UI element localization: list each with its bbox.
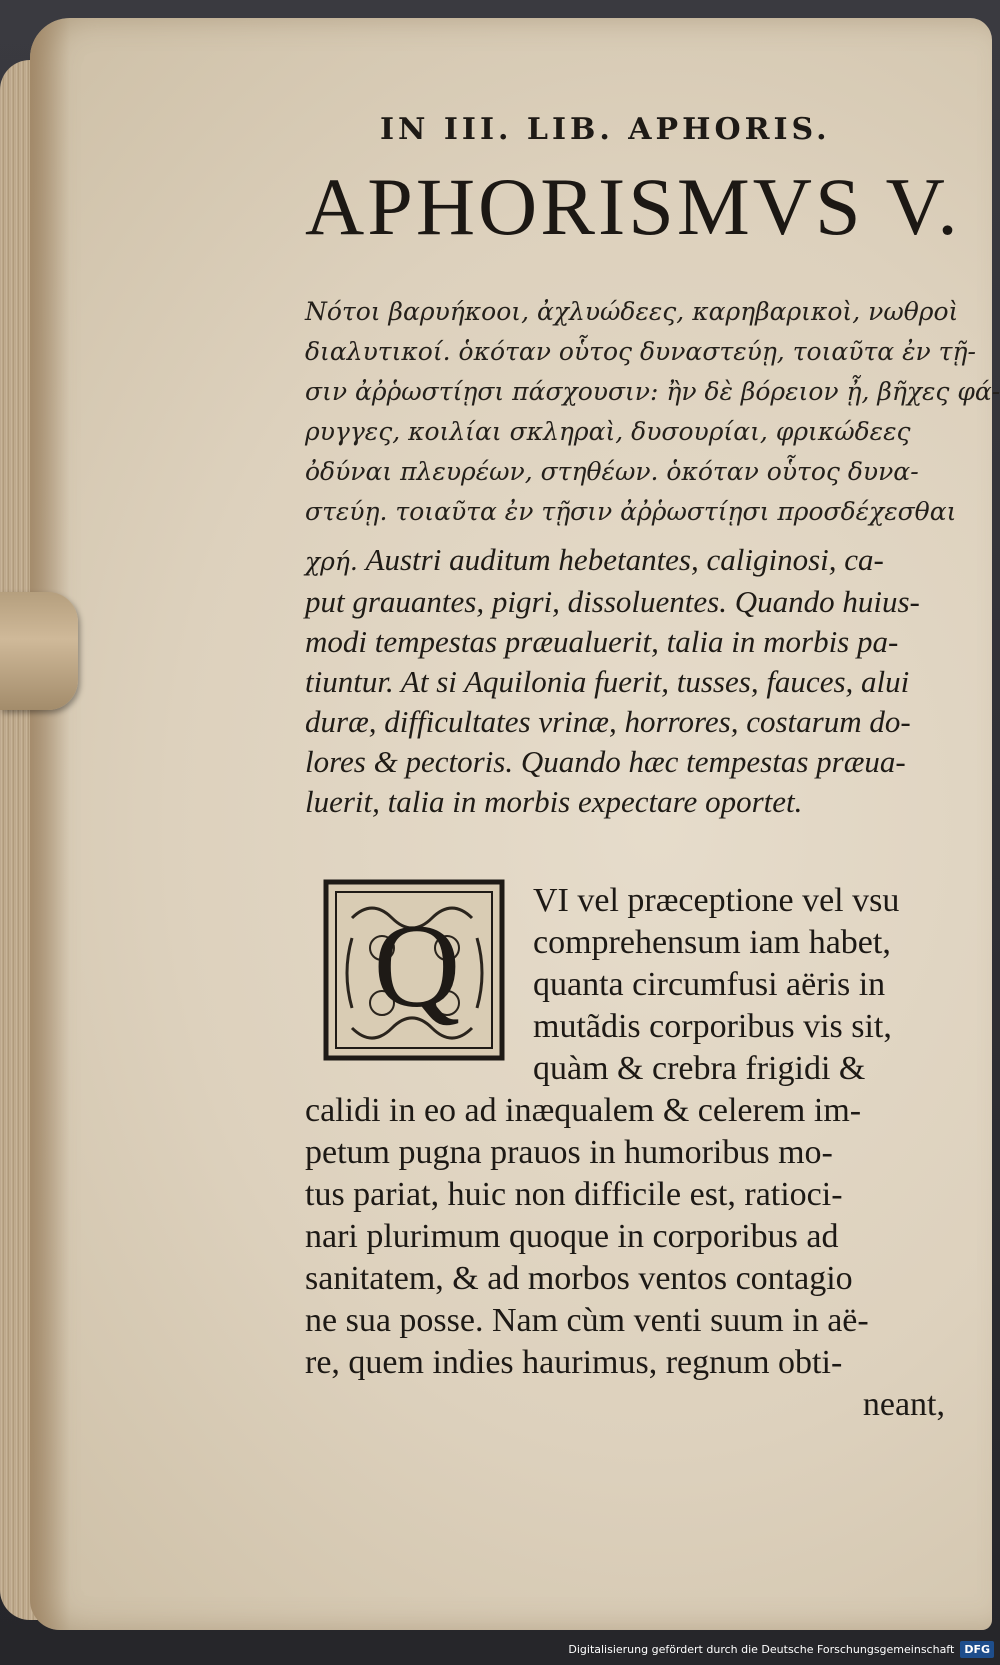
latin-line: lores & pectoris. Quando hæc tempestas præua- <box>305 744 906 779</box>
latin-line: tiuntur. At si Aquilonia fuerit, tusses, fauces, alui <box>305 664 910 699</box>
greek-text-block <box>305 292 1000 532</box>
greek-line: ὀδύναι πλευρέων, στηθέων. ὁκόταν οὗτος δυνα- <box>305 457 919 486</box>
greek-line-end: χρή. <box>305 547 358 576</box>
body-line: petum pugna prauos in humoribus mo- <box>305 1134 833 1171</box>
body-line: VI vel præceptione vel vsu <box>533 882 900 919</box>
greek-line: διαλυτικοί. ὁκόταν οὗτος δυναστεύῃ, τοιαῦτα ἐν τῇ- <box>305 337 976 366</box>
commentary-text-block <box>305 880 945 1426</box>
initial-letter: Q <box>373 899 461 1032</box>
body-line: re, quem indies haurimus, regnum obti- <box>305 1344 843 1381</box>
bookmark-tab <box>0 592 78 710</box>
page-title: APHORISMVS V. <box>305 161 961 252</box>
latin-line: duræ, difficultates vrinæ, horrores, costarum do- <box>305 704 911 739</box>
body-line: sanitatem, & ad morbos ventos contagio <box>305 1260 853 1297</box>
latin-line: modi tempestas præualuerit, talia in morbis pa- <box>305 624 899 659</box>
body-line: ne sua posse. Nam cùm venti suum in aë- <box>305 1302 869 1339</box>
dfg-logo: DFG <box>960 1641 994 1658</box>
latin-line: put grauantes, pigri, dissoluentes. Quando huius- <box>305 584 920 619</box>
body-line: mutãdis corporibus vis sit, <box>533 1008 892 1045</box>
latin-line-text: Austri auditum hebetantes, caliginosi, ca- <box>365 542 884 577</box>
greek-line: ρυγγες, κοιλίαι σκληραὶ, δυσουρίαι, φρικώδεες <box>305 417 911 446</box>
body-line: quanta circumfusi aëris in <box>533 966 886 1003</box>
latin-line <box>305 540 945 582</box>
digitization-footer <box>568 1637 994 1661</box>
body-line: tus pariat, huic non difficile est, ratioci- <box>305 1176 843 1213</box>
body-line: quàm & crebra frigidi & <box>533 1050 866 1087</box>
footer-credit: Digitalisierung gefördert durch die Deutsche Forschungsgemeinschaft <box>568 1642 955 1656</box>
body-line: comprehensum iam habet, <box>533 924 891 961</box>
body-line: calidi in eo ad inæqualem & celerem im- <box>305 1092 862 1129</box>
greek-line: στεύῃ. τοιαῦτα ἐν τῇσιν ἀῤῥωστίῃσι προσδέχεσθαι <box>305 497 957 526</box>
greek-line: Νότοι βαρυήκοοι, ἀχλυώδεες, καρηβαρικοὶ, νωθροὶ <box>305 297 959 326</box>
latin-line: luerit, talia in morbis expectare oportet. <box>305 784 803 819</box>
running-head: IN III. LIB. APHORIS. <box>380 112 831 147</box>
body-line: nari plurimum quoque in corporibus ad <box>305 1218 839 1255</box>
latin-translation-block <box>305 540 945 822</box>
page-gutter-shadow <box>30 18 70 1630</box>
greek-line: σιν ἀῤῥωστίῃσι πάσχουσιν: ἢν δὲ βόρειον ᾖ, βῆχες φά- <box>305 377 1000 406</box>
catchword: neant, <box>862 1386 945 1423</box>
